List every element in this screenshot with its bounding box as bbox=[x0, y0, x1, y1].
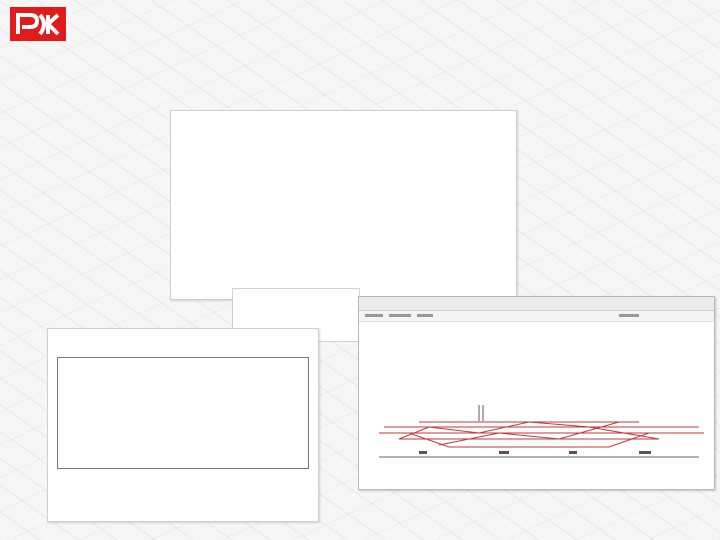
rzd-logo bbox=[6, 4, 246, 44]
rzd-logo-mark-icon bbox=[10, 7, 66, 41]
document-screenshot-table bbox=[47, 328, 319, 522]
document-screenshot-top bbox=[170, 110, 517, 300]
scanned-table bbox=[57, 357, 309, 469]
track-plan-viewer bbox=[358, 296, 715, 490]
track-plan-drawing bbox=[359, 297, 714, 489]
